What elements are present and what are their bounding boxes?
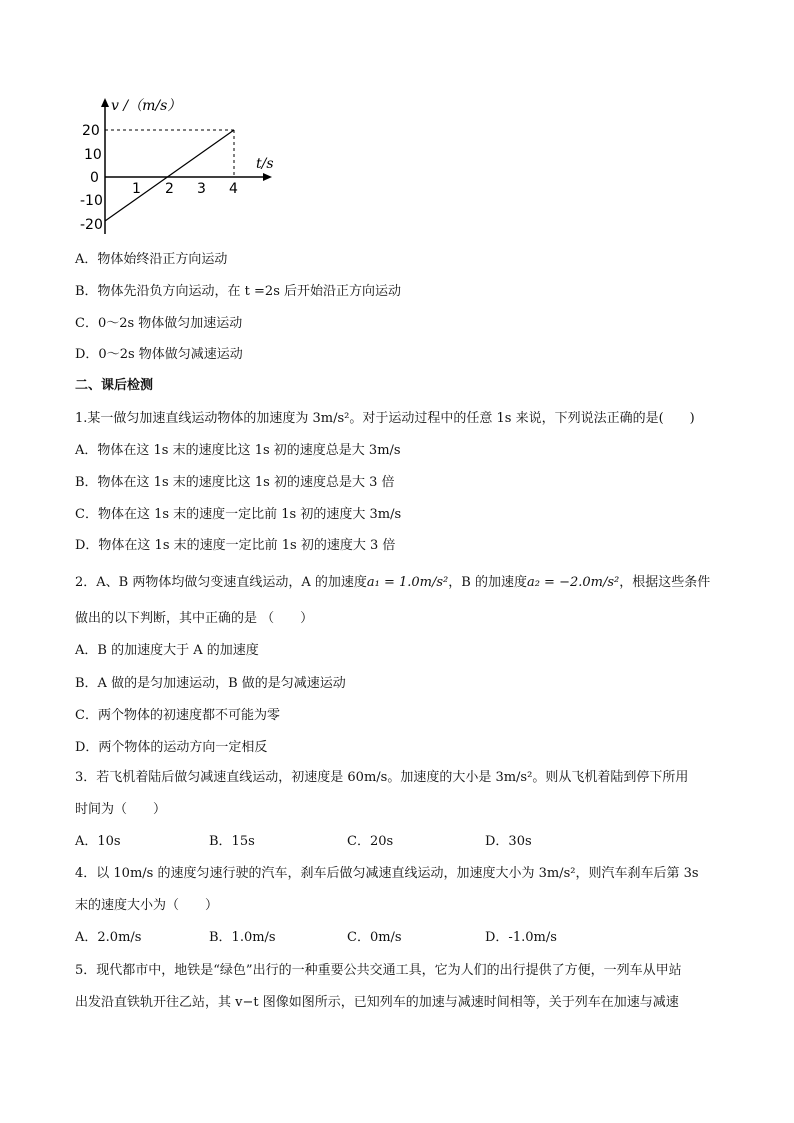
q3-option-c: C．20s: [347, 834, 394, 849]
prev-option-c: C．0～2s 物体做匀加速运动: [75, 316, 243, 331]
q2-stem-line2: 做出的以下判断，其中正确的是 （ ）: [75, 611, 314, 626]
x-tick-1: 1: [132, 181, 141, 197]
q4-option-a: A．2.0m/s: [75, 930, 142, 945]
q2-stem-a: 2．A、B 两物体均做匀变速直线运动，A 的加速度: [75, 575, 367, 590]
y-tick-10: 10: [84, 147, 102, 163]
velocity-line: [105, 130, 234, 221]
q3-stem-line2: 时间为（ ）: [75, 802, 167, 817]
q4-stem-line2: 末的速度大小为（ ）: [75, 898, 219, 913]
x-axis-label: t/s: [256, 156, 274, 172]
q4-options: [75, 930, 715, 946]
q4-option-c: C．0m/s: [347, 930, 402, 945]
y-tick-neg10: -10: [80, 193, 103, 209]
q2-stem-c: ，根据这些条件: [619, 575, 711, 590]
y-tick-20: 20: [82, 123, 100, 139]
q3-options: [75, 834, 715, 850]
q3-stem-line1: 3．若飞机着陆后做匀减速直线运动，初速度是 60m/s。加速度的大小是 3m/s²。则从飞机着陆到停下所用: [75, 770, 689, 785]
x-tick-2: 2: [165, 181, 174, 197]
q4-option-b: B．1.0m/s: [209, 930, 276, 945]
x-tick-4: 4: [229, 181, 238, 197]
q2-stem-line1: [75, 575, 710, 591]
q3-option-d: D．30s: [485, 834, 532, 849]
q4-option-d: D．-1.0m/s: [485, 930, 557, 945]
v-t-graph: [78, 96, 278, 236]
q3-option-a: A．10s: [75, 834, 121, 849]
q2-option-c: C．两个物体的初速度都不可能为零: [75, 708, 280, 723]
q1-stem: 1.某一做匀加速直线运动物体的加速度为 3m/s²。对于运动过程中的任意 1s 来说，下列说法正确的是( ): [75, 411, 695, 426]
q5-stem-line1: 5．现代都市中，地铁是“绿色”出行的一种重要公共交通工具，它为人们的出行提供了方便，一列车从甲站: [75, 963, 682, 978]
x-tick-3: 3: [197, 181, 206, 197]
q2-option-a: A．B 的加速度大于 A 的加速度: [75, 643, 259, 658]
q1-option-c: C．物体在这 1s 末的速度一定比前 1s 初的速度大 3m/s: [75, 507, 402, 522]
q2-stem-b: ，B 的加速度: [448, 575, 527, 590]
y-tick-0: 0: [90, 170, 99, 186]
x-axis-arrow: [263, 173, 272, 181]
q2-option-b: B．A 做的是匀加速运动，B 做的是匀减速运动: [75, 676, 346, 691]
q2-a2-formula: a₂ = −2.0m/s²: [526, 575, 620, 590]
q2-a1-formula: a₁ = 1.0m/s²: [366, 575, 449, 590]
y-axis-arrow: [101, 98, 109, 107]
q4-stem-line1: 4．以 10m/s 的速度匀速行驶的汽车，刹车后做匀减速直线运动，加速度大小为 3m/s²，则汽车刹车后第 3s: [75, 866, 699, 881]
q3-option-b: B．15s: [209, 834, 255, 849]
q2-option-d: D．两个物体的运动方向一定相反: [75, 740, 268, 755]
q5-stem-line2: 出发沿直铁轨开往乙站，其 v−t 图像如图所示，已知列车的加速与减速时间相等，关于列车在加速与减速: [75, 995, 679, 1010]
q1-option-b: B．物体在这 1s 末的速度比这 1s 初的速度总是大 3 倍: [75, 475, 395, 490]
prev-option-b: B．物体先沿负方向运动，在 t =2s 后开始沿正方向运动: [75, 284, 402, 299]
prev-option-a: A．物体始终沿正方向运动: [75, 252, 228, 267]
q1-option-d: D．物体在这 1s 末的速度一定比前 1s 初的速度大 3 倍: [75, 538, 396, 553]
prev-option-d: D．0～2s 物体做匀减速运动: [75, 347, 243, 362]
y-tick-neg20: -20: [80, 217, 103, 233]
section-title: 二、课后检测: [75, 378, 154, 393]
y-axis-label: v /（m/s）: [111, 98, 182, 114]
q1-option-a: A．物体在这 1s 末的速度比这 1s 初的速度总是大 3m/s: [75, 443, 401, 458]
